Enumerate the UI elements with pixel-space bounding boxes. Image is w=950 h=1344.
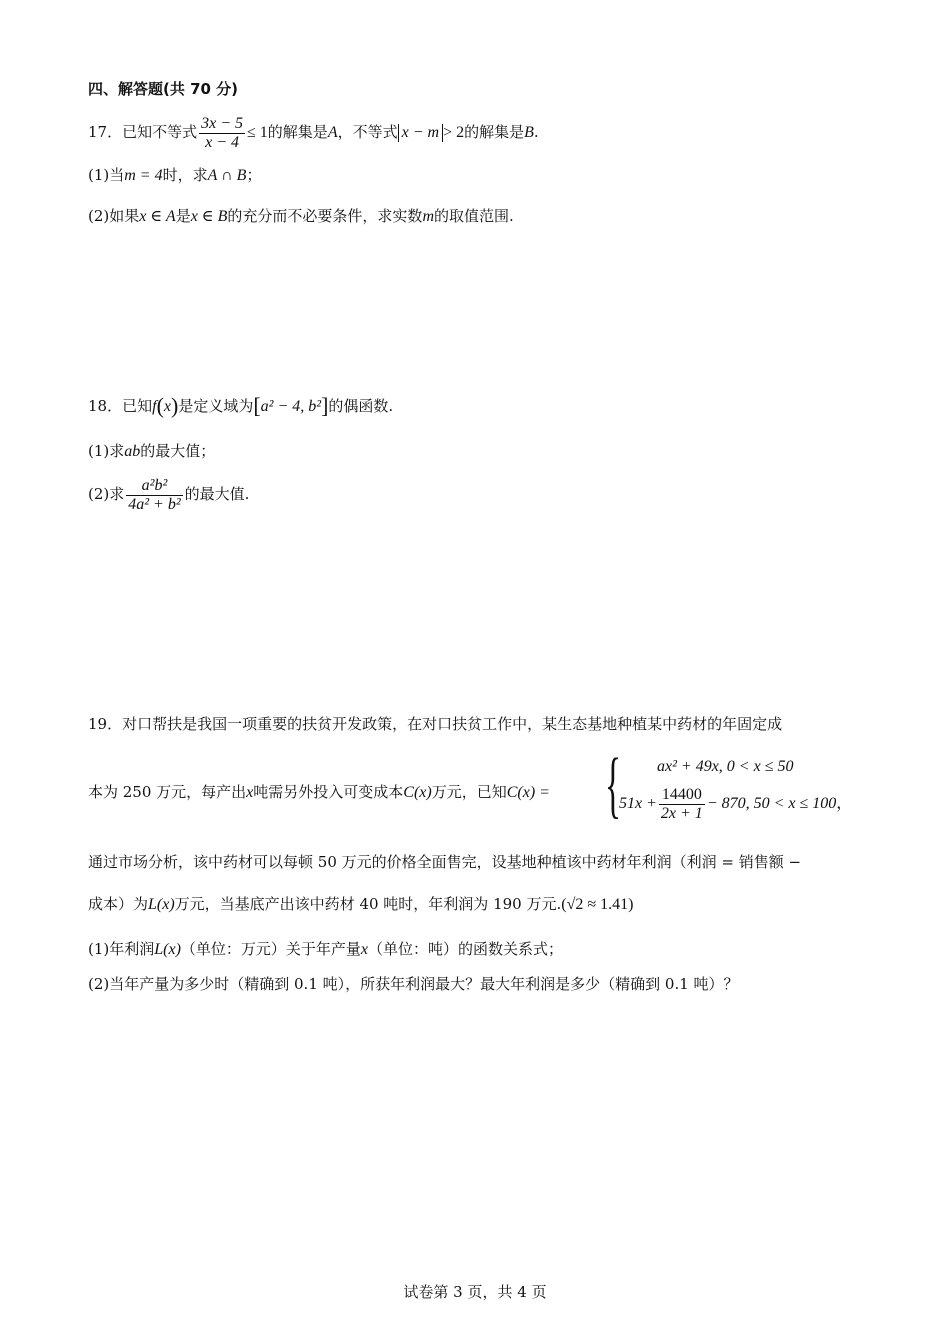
q19-line-2-b: 吨需另外投入可变成本 xyxy=(253,783,404,801)
q19-line-4 xyxy=(88,894,633,915)
q18-text-2: 是定义域为 xyxy=(178,397,254,415)
q17-frac-den: x − 4 xyxy=(205,133,240,151)
q19-cost-func: C(x) = xyxy=(506,784,550,801)
q19-line-4-lx: L(x) xyxy=(148,896,175,913)
q17-sub2-cond2: x ∈ B xyxy=(190,208,228,225)
q18-func: f xyxy=(152,398,157,415)
q19-number: 19． xyxy=(88,715,123,733)
q17-abs xyxy=(398,124,443,142)
q19-line-2 xyxy=(88,782,550,803)
q19-line-4-b: 万元，当基底产出该中药材 40 吨时，年利润为 190 万元. xyxy=(174,895,562,913)
q19-sub1-mid: （单位：万元）关于年产量 xyxy=(180,940,361,958)
case-2-fraction xyxy=(659,786,705,823)
q18-number: 18． xyxy=(88,397,123,415)
q19-sub1-var: x xyxy=(360,941,369,958)
q17-sub1-prefix: (1)当 xyxy=(88,166,125,184)
q18-func-arg: x xyxy=(163,398,171,415)
q17-frac-num: 3x − 5 xyxy=(201,114,244,132)
section-title: 四、解答题(共 70 分) xyxy=(88,80,239,98)
case-2-num: 14400 xyxy=(659,786,705,805)
q19-sub1 xyxy=(88,939,563,960)
q19-piecewise xyxy=(605,744,865,828)
q19-sqrt-note: (√2 ≈ 1.41) xyxy=(561,896,634,913)
q18-sub1 xyxy=(88,441,215,462)
q18-sub2 xyxy=(88,474,249,514)
q17-set-b: B xyxy=(524,124,534,141)
q17-text-1: 已知不等式 xyxy=(122,123,198,141)
q19-line-1 xyxy=(88,714,782,734)
q17-text-4: 的解集是 xyxy=(464,123,525,141)
q17-sub1-end: ； xyxy=(246,166,262,184)
q18-text-3: 的偶函数. xyxy=(328,397,394,415)
piecewise-case-1 xyxy=(657,758,793,776)
q18-stem: 18．已知f(x)是定义域为[a² − 4, b²]的偶函数. xyxy=(88,393,394,418)
q17-leq: ≤ 1 xyxy=(247,124,268,141)
q17-period: . xyxy=(533,123,539,141)
q17-abs-expr: x − m xyxy=(401,124,440,141)
q19-sub1-lx: L(x) xyxy=(154,941,181,958)
q19-line-2-a: 本为 250 万元，每产出 xyxy=(88,783,247,801)
q17-sub2-end: 的取值范围. xyxy=(434,207,514,225)
page-footer: 试卷第 3 页，共 4 页 xyxy=(403,1283,547,1301)
q18-sub1-end: 的最大值； xyxy=(140,442,216,460)
q18-sub2-prefix: (2)求 xyxy=(88,485,125,503)
q19-line-2-c: 万元，已知 xyxy=(431,783,507,801)
q18-frac-den: 4a² + b² xyxy=(128,495,181,513)
case-2-prefix: 51x + xyxy=(619,795,657,813)
q17-sub2-mid1: 是 xyxy=(175,207,191,225)
case-2-den: 2x + 1 xyxy=(660,805,703,822)
q19-line-4-a: 成本）为 xyxy=(88,895,149,913)
q17-gt: > 2 xyxy=(443,124,465,141)
q19-line-1-text: 对口帮扶是我国一项重要的扶贫开发政策，在对口扶贫工作中，某生态基地种植某中药材的年固定成 xyxy=(122,715,783,733)
case-comma: ， xyxy=(836,795,853,813)
q17-sub2-prefix: (2)如果 xyxy=(88,207,140,225)
q17-fraction xyxy=(199,115,245,152)
case-1-expr: ax² + 49x, 0 < x ≤ 50 xyxy=(657,758,794,775)
q18-sub1-var: ab xyxy=(124,443,141,460)
q17-text-3: ，不等式 xyxy=(337,123,398,141)
q17-sub2-var: m xyxy=(422,208,434,225)
q18-domain: a² − 4, b² xyxy=(260,398,322,415)
q18-sub1-prefix: (1)求 xyxy=(88,442,125,460)
q19-line-3: 通过市场分析，该中药材可以每顿 50 万元的价格全面售完，设基地种植该中药材年利润（利润 = 销售额 − xyxy=(88,853,802,871)
q19-sub2: (2)当年产量为多少时（精确到 0.1 吨），所获年利润最大？最大年利润是多少（精确到 0.1 吨）？ xyxy=(88,975,739,993)
q19-line-2-var: x xyxy=(246,784,254,801)
q17-sub2-cond1: x ∈ A xyxy=(139,208,176,225)
q17-set-a: A xyxy=(327,124,338,141)
q17-text-2: 的解集是 xyxy=(267,123,328,141)
q18-sub2-end: 的最大值. xyxy=(184,485,250,503)
q18-text-1: 已知 xyxy=(122,397,153,415)
q17-sub2-mid2: 的充分而不必要条件，求实数 xyxy=(227,207,423,225)
q19-sub1-prefix: (1)年利润 xyxy=(88,940,155,958)
q17-sub1 xyxy=(88,165,261,186)
q17-sub1-mid: 时，求 xyxy=(162,166,208,184)
q17-number: 17． xyxy=(88,123,123,141)
piecewise-brace: { xyxy=(605,744,621,826)
q17-sub1-expr: A ∩ B xyxy=(207,167,247,184)
piecewise-case-2 xyxy=(619,786,852,823)
q19-line-2-cx: C(x) xyxy=(403,784,432,801)
q18-fraction xyxy=(126,477,182,514)
q19-sub1-end: （单位：吨）的函数关系式； xyxy=(368,940,564,958)
q17-sub1-cond: m = 4 xyxy=(124,167,163,184)
q17-stem xyxy=(88,114,539,152)
case-2-suffix: − 870, 50 < x ≤ 100 xyxy=(706,795,837,813)
q18-frac-num: a²b² xyxy=(126,477,182,496)
q17-sub2 xyxy=(88,206,514,227)
